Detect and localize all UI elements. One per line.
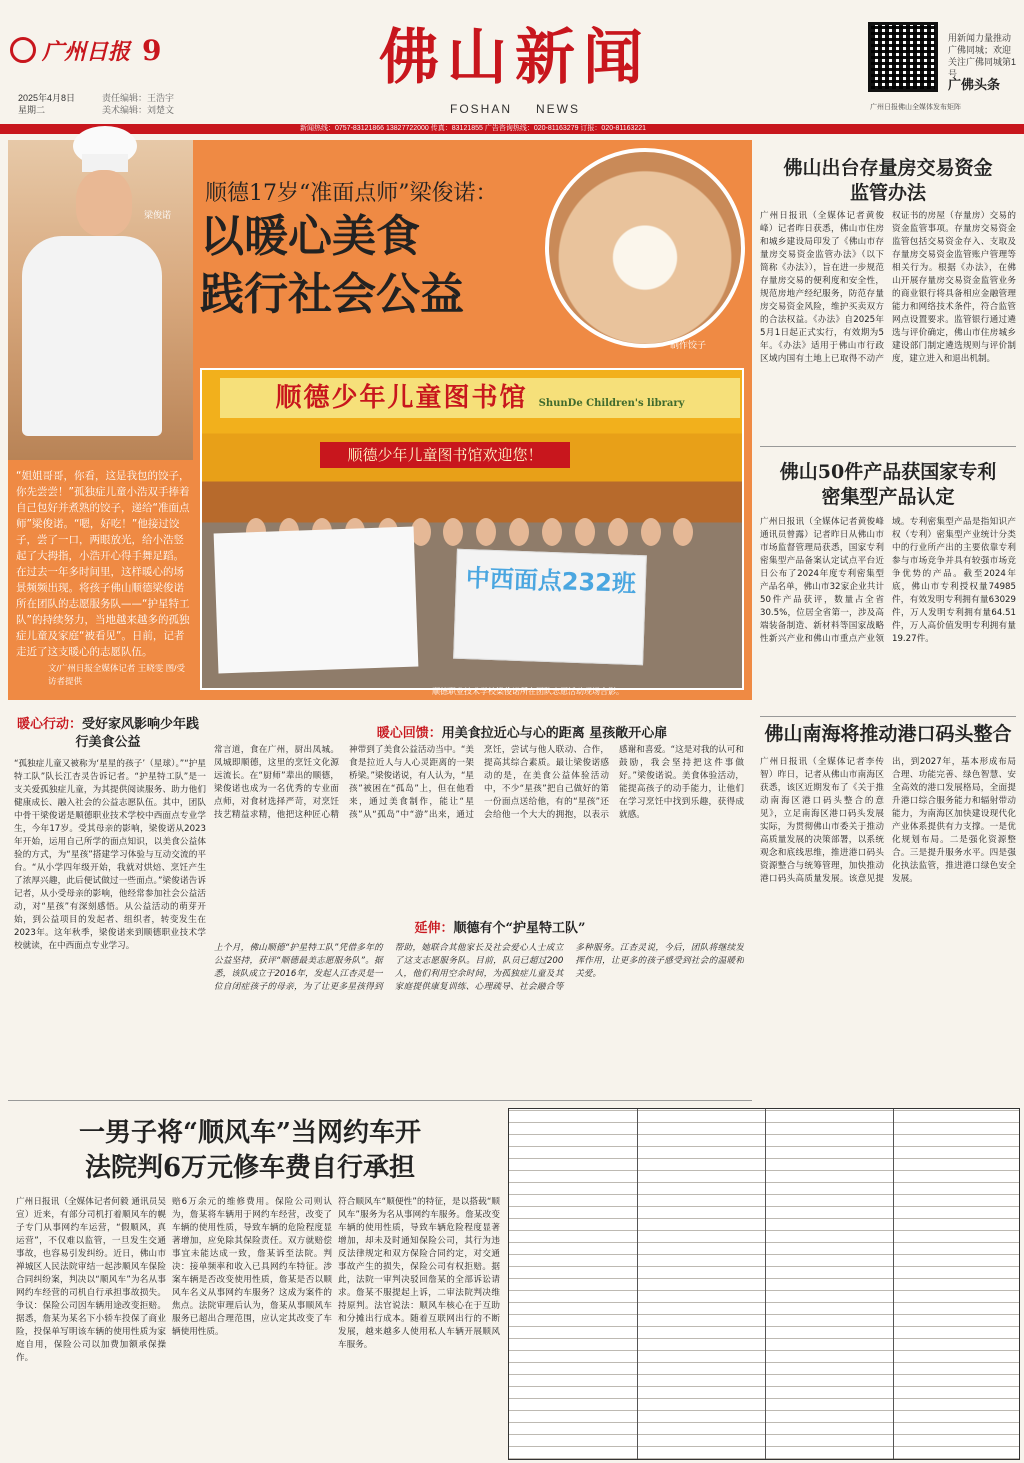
bottom-article-col1: 广州日报讯（全媒体记者何毅 通讯员吴宣）近来，有部分司机打着顺风车的幌子专门从事网约车运营，“假顺风，真运营”，不仅难以监管，一旦发生交通事故，也容易引发纠纷。近日，佛山市禅城区人民法院审结一起涉顺风车保险合同纠纷案，判决以“顺风车”为名从事网约车经营的司机自行承担事故损失。争议：保险公司因车辆用途改变拒赔。据悉，詹某为某名下小轿车投保了商业险，投保单写明该车辆的使用性质为家庭自用，保险公司以加费加额承保操作。 [16, 1197, 166, 1363]
feature-intro: “姐姐哥哥，你看，这是我包的饺子，你先尝尝！”孤独症儿童小浩双手捧着自己包好并煮熟的饺子，递给“准面点师”梁俊诺。“嗯，好吃！”他接过饺子，尝了一口，两眼放光，给小浩竖起了大拇指，小浩开心得手舞足蹈。在过去一年多时间里，这样暖心的场景频频出现。将孩子佛山顺德梁俊诺所在团队的志愿服务队——“护星特工队”的持续努力，当地越来越多的孤独症儿童及家庭“被看见”。日前，记者走近了这支暖心的志愿队伍。 [16, 470, 190, 658]
section3-heading: 延伸：顺德有个“护星特工队” [414, 921, 586, 936]
bottom-article-col3: 符合顺风车“顺便性”的特征，是以搭载“顺风车”服务为名从事网约车服务。詹某改变车辆的使用性质，导致车辆危险程度显著增加，却未及时通知保险公司，其行为违反法律规定和双方保险合同约定，对交通事故产生的损失，保险公司有权拒赔。据此，法院一审判决驳回詹某的全部诉讼请求。詹某不服提起上诉，二审法院判决维持原判。法官说法：顺风车核心在于互助和分摊出行成本。随着互联网出行的不断发展，越来越多人使用私人车辆开展顺风车服务。 [338, 1197, 500, 1350]
article2-title: 佛山50件产品获国家专利 密集型产品认定 [779, 461, 997, 508]
page-number: 9 [142, 33, 162, 67]
bottom-article-col2: 赔6万余元的维修费用。保险公司则认为，詹某将车辆用于网约车经营，改变了车辆的使用性质，导致车辆的危险程度显著增加，应免除其保险责任。双方就赔偿事宜未能达成一致，詹某诉至法院。判决：接单频率和收入已具网约车特征。涉案车辆是否改变使用性质，詹某是否以顺风车名义从事网约车服务？这成为案件的焦点。法院审理后认为，詹某从事顺风车服务已超出合理范围，应认定其改变了车辆使用性质。 [172, 1197, 332, 1337]
dumpling-photo [545, 148, 745, 348]
qr-footnote: 广州日报佛山全媒体发布矩阵 [870, 104, 961, 111]
library-sign: 顺德少年儿童图书馆 ShunDe Children's library [220, 378, 740, 418]
paper-name: 广州日报 [42, 38, 131, 65]
bottom-article-title: 一男子将“顺风车”当网约车开 法院判6万元修车费自行承担 [79, 1118, 421, 1183]
article1-title: 佛山出台存量房交易资金 监管办法 [783, 157, 993, 204]
divider [8, 1100, 752, 1101]
welcome-banner: 顺德少年儿童图书馆欢迎您！ [320, 442, 570, 468]
chef-photo-caption: 梁俊诺 [144, 210, 172, 220]
logo-ring-icon [10, 37, 36, 63]
section-subtitle: FOSHAN NEWS [450, 102, 580, 116]
divider [760, 716, 1016, 717]
chef-hat-icon [70, 124, 140, 174]
section1-body: “孤独症儿童又被称为‘星星的孩子’（星球）。”“护星特工队”队长江杏灵告诉记者。“护星特工队”是一支关爱孤独症儿童，为其提供阅读服务、助力他们健康成长、融入社会的公益志愿队伍。其中，团队中骨干梁俊诺是顺德职业技术学校中西面点专业学生，今年17岁。受其母亲的影响，梁俊诺从2023年开始，运用自己所学的面点知识，以美食公益体验的方式，为“星孩”搭建学习体验与互动交流的平台。“从小学四年级开始，我就对烘焙、烹饪产生了浓厚兴趣，此后便试做过一些面点。”梁俊诺告诉记者，从小受母亲的影响，他经常参加社会公益活动，对“星孩”有深刻感悟。从公益活动的萌芽开始，到公益项目的发起者、组织者，转变发生在2023年。这年秋季，梁俊诺来到顺德职业技术学校就读，在中西面点专业学习。 [14, 759, 206, 951]
section-title: 佛山新闻 [379, 23, 651, 93]
article3-body: 广州日报讯（全媒体记者李传智）昨日，记者从佛山市南海区获悉，该区近期发布了《关于推动南海区港口码头整合的意见》，立足南海区港口码头发展实际，为贯彻佛山市委关于推动高质量发展的决策部署，以系统观念和底线思维，推进港口码头资源整合与统筹管理，加快推动港口码头高质量发展。该意见提出，到2027年，基本形成布局合理、功能完善、绿色智慧、安全高效的港口发展格局，全面提升港口综合服务能力和辐射带动能力，为南海区加快建设现代化产业体系提供有力支撑。一是优化规划布局。二是强化资源整合。三是提升服务水平。四是强化执法监管，推进港口绿色安全发展。 [760, 757, 1016, 884]
group-photo-caption: 顺德职业技术学校梁俊诺所在团队志愿活动现场合影。 [432, 687, 624, 696]
feature-kicker: 顺德17岁“准面点师”梁俊诺： [205, 181, 498, 206]
dumpling-caption: 制作饺子 [670, 340, 707, 350]
issue-date: 2025年4月8日 星期二 [18, 93, 76, 115]
editor-credits: 责任编辑：王浩宇 美术编辑：刘楚文 [102, 93, 175, 115]
painted-banner [214, 527, 419, 674]
brand-name: 广佛头条 [948, 77, 1001, 92]
feature-byline: 文/广州日报全媒体记者 王晓雯 图/受访者提供 [48, 663, 185, 686]
chef-uniform [22, 236, 162, 436]
section2-heading: 暖心回馈：用美食拉近心与心的距离 星孩敞开心扉 [376, 726, 668, 741]
section3-body: 上个月，佛山顺德“护星特工队”凭借多年的公益坚持，获评“顺德最美志愿服务队”。据悉，该队成立于2016年，发起人江杏灵是一位自闭症孩子的母亲，为了让更多星孩得到帮助，她联合其他家长及社会爱心人士成立了这支志愿服务队。目前，队员已超过200人，他们利用空余时间，为孤独症儿童及其家庭提供康复训练、心理疏导、社会融合等多种服务。江杏灵说，今后，团队将继续发挥作用，让更多的孩子感受到社会的温暖和关爱。 [214, 943, 744, 992]
feature-headline: 以暖心美食 践行社会公益 [200, 211, 464, 320]
chef-face [76, 170, 132, 236]
qr-code-icon[interactable] [868, 22, 938, 92]
section1-heading: 暖心行动：受好家风影响少年践行美食公益 [16, 717, 200, 750]
classified-ads [508, 1108, 1020, 1460]
class-banner: 中西面点232班 [453, 549, 647, 666]
article1-body: 广州日报讯（全媒体记者黄俊峰）记者昨日获悉，佛山市住房和城乡建设局印发了《佛山市存量房交易资金监管办法》（以下简称《办法》），旨在进一步规范存量房交易的便利度和安全性，规范房地产经纪服务，防范存量房交易资金风险，维护买卖双方的合法权益。《办法》自2025年5月1日起正式实行，有效期为5年。《办法》适用于佛山市行政区域内国有土地上已取得不动产权证书的房屋（存量房）交易的资金监管事项。存量房交易资金监管包括交易资金存入、支取及存量房交易资金监管账户管理等相关行为。根据《办法》，在佛山开展存量房交易资金监管业务的商业银行将具备相应金融管理能力和网络技术条件，符合监管网点设置要求。监管银行通过遴选与评价确定，佛山市住房城乡建设部门制定遴选规则与评价制度，建立进入和退出机制。 [760, 211, 1016, 364]
article3-title: 佛山南海将推动港口码头整合 [764, 723, 1012, 745]
newspaper-logo [10, 30, 170, 70]
hotline-bar: 新闻热线：0757-83121866 13827722000 传真：83121855 广告咨询热线：020-81163279 订报：020-81163221 [0, 124, 1024, 134]
divider [760, 446, 1016, 447]
article2-body: 广州日报讯（全媒体记者黄俊峰 通讯员曾露）记者昨日从佛山市市场监督管理局获悉，国家专利密集型产品备案认定试点平台近日公布了2024年度专利密集型产品名单，佛山市32家企业共计50件产品获评，数量占全省30.5%，位居全省第一，涉及高端装备制造、新材料等国家战略性新兴产业和佛山市重点产业领域。专利密集型产品是指知识产权（专利）密集型产业统计分类中的行业所产出的主要依靠专利参与市场竞争并具有较强市场竞争优势的产品。截至2024年底，佛山市专利授权量74985件，有效发明专利拥有量63029件，万人发明专利拥有量64.51件，万人高价值发明专利拥有量19.27件。 [760, 517, 1016, 644]
section2-body: 常言道，食在广州，厨出凤城。凤城即顺德，这里的烹饪文化源远流长。在“厨师”辈出的顺德，梁俊诺也成为一名优秀的专业面点师，对食材选择严苛，对烹饪技艺精益求精，他把这种匠心精神带到了美食公益活动当中。“美食是拉近人与人心灵距离的一架桥梁。”梁俊诺说，有人认为，“星孩”被困在“孤岛”上，但在他看来，通过美食制作，能让“星孩”从“孤岛”中“游”出来，通过烹饪，尝试与他人联动、合作，提高其综合素质。最让梁俊诺感动的是，在美食公益体验活动中，不少“星孩”把自己做好的第一份面点送给他，有的“星孩”还会给他一个大大的拥抱，以表示感谢和喜爱。“这是对我的认可和鼓励，我会坚持把这件事做好。”梁俊诺说。美食体验活动，能提高孩子的动手能力，让他们在学习烹饪中找到乐趣，获得成就感。 [214, 745, 744, 820]
qr-description: 用新闻力量推动广佛同城；欢迎关注广佛同城第1号 [948, 33, 1017, 79]
